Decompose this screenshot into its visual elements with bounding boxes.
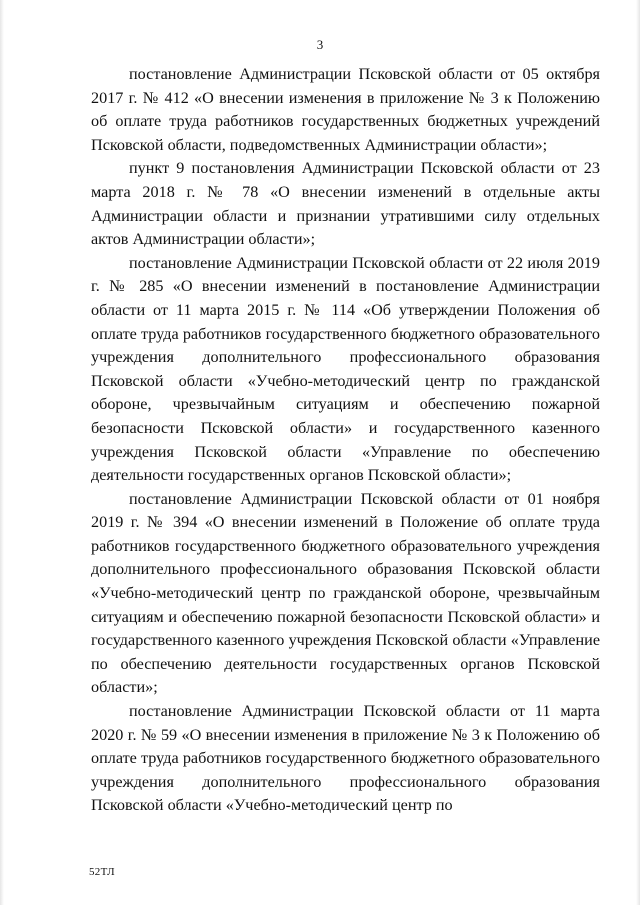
- document-code: 52ТЛ: [89, 866, 115, 878]
- paragraph: пункт 9 постановления Администрации Псковской области от 23 марта 2018 г. № 78 «О внесении изменений в отдельные акты Администрации области и признании утратившими силу отдельных актов Администрации области»;: [91, 159, 600, 249]
- scan-edge-left: [0, 0, 4, 905]
- paragraph: постановление Администрации Псковской области от 01 ноября 2019 г. № 394 «О внесении изменений в Положение об оплате труда работников государственного бюджетного образовательного учреждения дополнительного профессионального образования Псковской области «Учебно-методический центр по гражданской обороне, чрезвычайным ситуациям и обеспечению пожарной безопасности Псковской области» и государственного казенного учреждения Псковской области «Управление по обеспечению деятельности государственных органов Псковской области»;: [91, 489, 600, 697]
- document-body: [91, 63, 600, 818]
- paragraph: постановление Администрации Псковской области от 22 июля 2019 г. № 285 «О внесении изменений в постановление Администрации области от 11 марта 2015 г. № 114 «Об утверждении Положения об оплате труда работников государственного бюджетного образовательного учреждения дополнительного профессионального образования Псковской области «Учебно-методический центр по гражданской обороне, чрезвычайным ситуациям и обеспечению пожарной безопасности Псковской области» и государственного казенного учреждения Псковской области «Управление по обеспечению деятельности государственных органов Псковской области»;: [91, 253, 600, 485]
- scan-edge-right: [636, 0, 640, 905]
- paragraph: постановление Администрации Псковской области от 11 марта 2020 г. № 59 «О внесении изменения в приложение № 3 к Положению об оплате труда работников государственного бюджетного образовательного учреждения дополнительного профессионального образования Псковской области «Учебно-методический центр по: [91, 702, 600, 815]
- page-number: 3: [316, 37, 324, 52]
- paragraph: постановление Администрации Псковской области от 05 октября 2017 г. № 412 «О внесении изменения в приложение № 3 к Положению об оплате труда работников государственных бюджетных учреждений Псковской области, подведомственных Администрации области»;: [91, 65, 600, 154]
